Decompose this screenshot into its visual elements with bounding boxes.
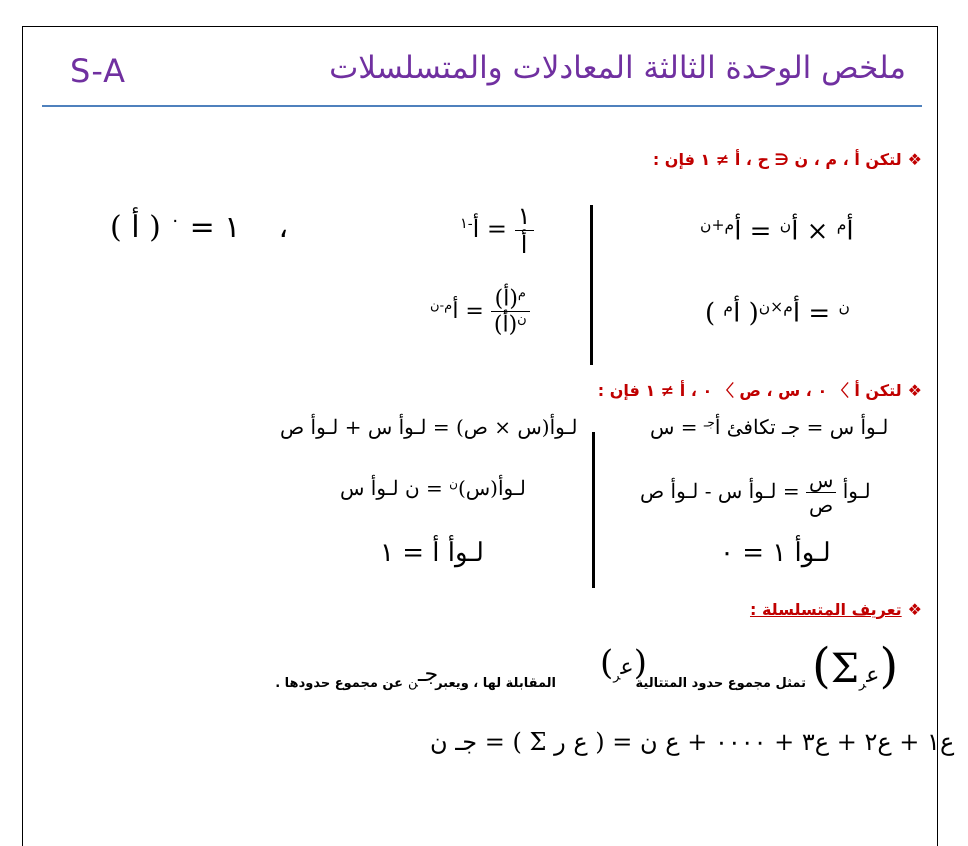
bullet-icon: ❖ [907, 150, 922, 169]
section-heading-text: لتكن أ ، م ، ن ∈ ح ، أ ≠ ١ فإن : [652, 150, 902, 169]
rule-exp-reciprocal: أ$^{-١}$ = $\frac{١}{\text{أ}}$ [460, 202, 534, 259]
series-sum-symbol: جـ$_ن$ [408, 662, 439, 691]
rule-log-definition: لـوأ س = جـ تكافئ أ$^{جـ}$ = س [650, 415, 889, 439]
rule-log-base: لـوأ أ = ١ [380, 538, 484, 568]
divider-line [592, 432, 595, 588]
rule-log-power: لـوأ(س)$^ن$ = ن لـوأ س [340, 476, 526, 500]
series-sequence-term: ( ع$_ر$ ) [600, 643, 647, 684]
series-sigma-expression: (Σ ع$_ر$ ) [812, 638, 899, 694]
rule-log-one: لـوأ ١ = ٠ [720, 538, 831, 568]
rule-exp-power: ( أ$^م$ ) $^ن$ = أ$^{م\times ن}$ [705, 298, 850, 329]
rule-exp-quotient: أ$^{م-ن}$ = $\frac{(أ)^م}{(أ)^ن}$ [430, 286, 530, 338]
section-heading-text: لتكن أ 〉 ٠ ، س ، ص 〉 ٠ ، أ ≠ ١ فإن : [597, 381, 902, 400]
series-definition-text-a: تمثل مجموع حدود المتتالية [635, 676, 806, 691]
rule-exp-product: أ$^م$ × أ$^ن$ = أ$^{م+ن}$ [700, 216, 854, 247]
header-rule [42, 105, 922, 107]
series-expansion-formula: جـ ن = ( Σ ع ر ) = ع١ + ع٢ + ع٣ + ٠٠٠٠ + ع ن [430, 728, 955, 756]
series-definition-text-b: المقابلة لها ، ويعبر [435, 676, 556, 691]
rule-exp-zero: ١ = $^٠$ ( أ ) ، [110, 210, 289, 245]
bullet-icon: ❖ [907, 600, 922, 619]
rule-log-product: لـوأ(س × ص) = لـوأ س + لـوأ ص [280, 415, 578, 439]
series-definition-text-c: عن مجموع حدودها . [275, 676, 403, 691]
page-code: S-A [70, 52, 127, 90]
rule-log-quotient: لـوأ $\frac{\text{س}}{\text{ص}}$ = لـوأ س - لـوأ ص [640, 468, 871, 517]
section-heading-text: تعريف المتسلسلة : [749, 600, 902, 619]
section-series-heading [750, 600, 922, 619]
divider-line [590, 205, 593, 365]
bullet-icon: ❖ [907, 381, 922, 400]
section-exponent-heading [653, 150, 922, 169]
section-log-heading [598, 378, 922, 401]
page-title: ملخص الوحدة الثالثة المعادلات والمتسلسلات [329, 50, 906, 86]
